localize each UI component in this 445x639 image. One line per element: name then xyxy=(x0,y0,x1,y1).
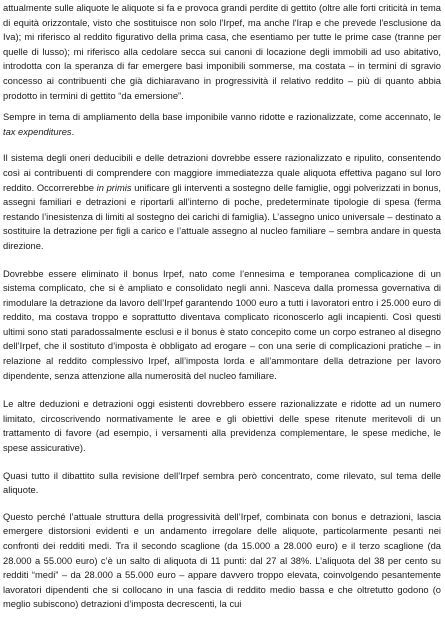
text-run: Sempre in tema di ampliamento della base imponibile vanno ridotte e razionalizzate, come accennato, le xyxy=(3,112,441,123)
text-run: Il sistema degli oneri deducibili e delle detrazioni dovrebbe essere razionalizzato e ripulito, consentendo così ai contribuenti di comprendere con maggiore immediatezza quale aliquota effettiva pagano sul loro reddito. Occorrerebbe xyxy=(3,153,441,193)
text-run: Questo perché l’attuale struttura della progressività dell’Irpef, combinata con bonus e detrazioni, lascia emergere distorsioni evidenti e un andamento irregolare delle aliquote, particolarmente pesanti nei confronti dei redditi medi. Tra il secondo scaglione (da 15.000 a 28.000 euro) e il terzo scaglione (da 28.000 a 55.000 euro) c’è un salto di aliquota di 11 punti: dal 27 al 38%. L’aliquota del 38 per cento su redditi “medi” – da 28.000 a 55.000 euro – appare davvero troppo elevata, coinvolgendo pesantemente lavoratori dipendenti che si collocano in una fascia di reddito medio bassa e che oltretutto godono (o meglio subiscono) detrazioni d’imposta decrescenti, la cui xyxy=(3,511,441,610)
text-run: attualmente sulle aliquote le aliquote si fa e provoca grandi perdite di gettito (oltre alle forti criticità in tema di equità orizzontale, visto che sostituisce non solo l'Irpef, ma anche l'Irap e che prevede l'esclusione da Iva); mi riferisco al reddito figurativo della prima casa, che esentiamo per tutte le prime case (tranne per quelle di lusso); mi riferisco alla cedolare secca sui canoni di locazione degli immobili ad uso abitativo, introdotta con la speranza di far emergere basi imponibili sommerse, ma costata – in termini di sgravio concesso ai contribuenti che già dichiaravano in progressività il relativo reddito – più di quanto abbia prodotto in termini di gettito “da emersione”. xyxy=(3,3,441,101)
paragraph-flat-tax-and-imposte xyxy=(3,1,441,103)
italic-phrase: tax expenditures xyxy=(3,126,72,137)
paragraph-bonus-irpef xyxy=(3,267,441,384)
paragraph-tax-expenditures xyxy=(3,110,441,139)
italic-phrase: in primis xyxy=(96,182,132,193)
paragraph-dibattito-aliquote xyxy=(3,469,441,498)
paragraph-struttura-progressivita xyxy=(3,510,441,612)
paragraph-oneri-detrazioni xyxy=(3,151,441,253)
document-page xyxy=(3,1,441,612)
text-run: Quasi tutto il dibattito sulla revisione dell’Irpef sembra però concentrato, come rilevato, sul tema delle aliquote. xyxy=(3,470,441,496)
text-run: unificare gli interventi a sostegno delle famiglie, oggi polverizzati in bonus, assegni familiari e detrazioni e riportarli all’interno di poche, predeterminate tipologie di spesa (ferma restando l’inesistenza di limiti al sostegno dei carichi di famiglia). L’assegno unico universale – destinato a sostituire la detrazione per figli a carico e l’attuale assegno al nucleo familiare – sembra andare in questa direzione. xyxy=(3,182,441,251)
text-run: . xyxy=(71,126,75,137)
paragraph-altre-deduzioni xyxy=(3,397,441,455)
text-run: Dovrebbe essere eliminato il bonus Irpef, nato come l’ennesima e temporanea complicazione di un sistema complicato, che si è ampliato e consolidato negli anni. Nasceva dalla promessa governativa di rimodulare la detrazione da lavoro dell’Irpef garantendo 1000 euro a tutti i lavoratori entro i 25.000 euro di reddito, ma costava troppo e soprattutto diventava complicato riconoscerlo agli incapienti. Così questi ultimi sono stati paradossalmente esclusi e il bonus è stato concepito come un corpo estraneo al disegno dell’Irpef, che il sostituto d’imposta è obbligato ad erogare – con una serie di complicazioni pratiche – in relazione al reddito complessivo Irpef, all’imposta lorda e all’ammontare della detrazione per lavoro dipendente, senza attenzione alla numerosità del nucleo familiare. xyxy=(3,268,441,381)
text-run: Le altre deduzioni e detrazioni oggi esistenti dovrebbero essere razionalizzate e ridotte ad un numero limitato, circoscrivendo normativamente le aree e gli obiettivi delle spese ritenute meritevoli di un trattamento di favore (ad esempio, i versamenti alla previdenza complementare, le spese mediche, le spese assicurative). xyxy=(3,399,441,454)
